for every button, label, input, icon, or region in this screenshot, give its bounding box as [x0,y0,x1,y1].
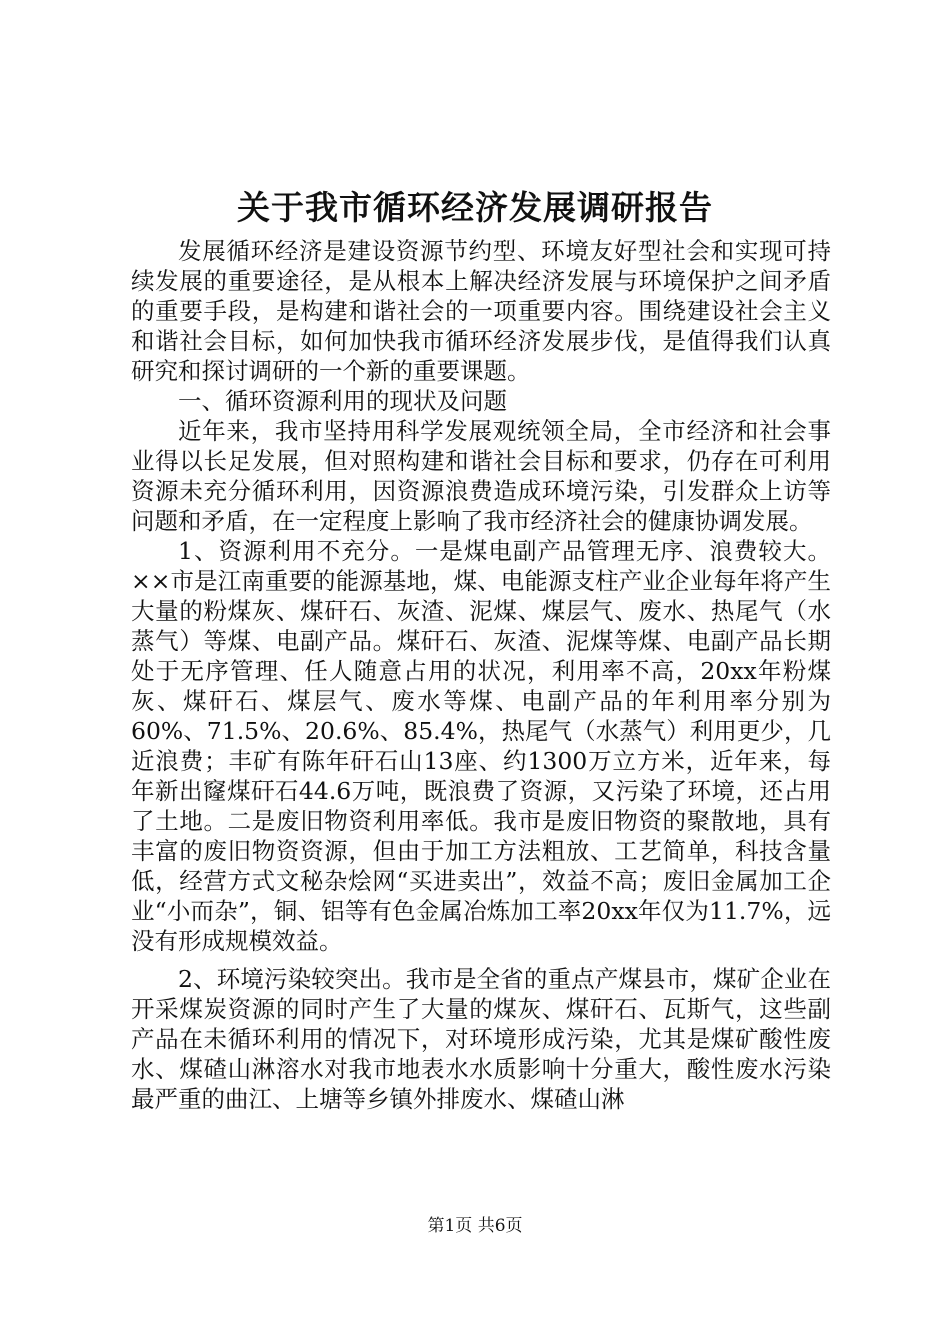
page-footer: 第1页 共6页 [427,1216,523,1236]
section-heading: 一、循环资源利用的现状及问题 [178,387,507,415]
paragraph-status: 近年来，我市坚持用科学发展观统领全局，全市经济和社会事业得以长足发展，但对照构建和谐社会目标和要求，仍存在可利用资源未充分循环利用，因资源浪费造成环境污染，引发群众上访等问题和矛盾，在一定程度上影响了我市经济社会的健康协调发展。 [131,417,831,535]
paragraph-resource-use: 1、资源利用不充分。一是煤电副产品管理无序、浪费较大。××市是江南重要的能源基地，煤、电能源支柱产业企业每年将产生大量的粉煤灰、煤矸石、灰渣、泥煤、煤层气、废水、热尾气（水蒸气）等煤、电副产品。煤矸石、灰渣、泥煤等煤、电副产品长期处于无序管理、任人随意占用的状况，利用率不高，20xx年粉煤灰、煤矸石、煤层气、废水等煤、电副产品的年利用率分别为60%、71.5%、20.6%、85.4%，热尾气（水蒸气）利用更少，几近浪费；丰矿有陈年矸石山13座、约1300万立方米，近年来，每年新出窿煤矸石44.6万吨，既浪费了资源，又污染了环境，还占用了土地。二是废旧物资利用率低。我市是废旧物资的聚散地，具有丰富的废旧物资资源，但由于加工方法粗放、工艺简单，科技含量低，经营方式文秘杂烩网“买进卖出”，效益不高；废旧金属加工企业“小而杂”，铜、铝等有色金属冶炼加工率20xx年仅为11.7%，远没有形成规模效益。 [131,537,831,955]
paragraph-intro: 发展循环经济是建设资源节约型、环境友好型社会和实现可持续发展的重要途径，是从根本上解决经济发展与环境保护之间矛盾的重要手段，是构建和谐社会的一项重要内容。围绕建设社会主义和谐社会目标，如何加快我市循环经济发展步伐，是值得我们认真研究和探讨调研的一个新的重要课题。 [131,237,831,385]
document-title: 关于我市循环经济发展调研报告 [237,188,713,227]
document-body [131,236,831,1114]
paragraph-pollution: 2、环境污染较突出。我市是全省的重点产煤县市，煤矿企业在开采煤炭资源的同时产生了大量的煤灰、煤矸石、瓦斯气，这些副产品在未循环利用的情况下，对环境形成污染，尤其是煤矿酸性废水、煤碴山淋溶水对我市地表水水质影响十分重大，酸性废水污染最严重的曲江、上塘等乡镇外排废水、煤碴山淋 [131,965,831,1113]
